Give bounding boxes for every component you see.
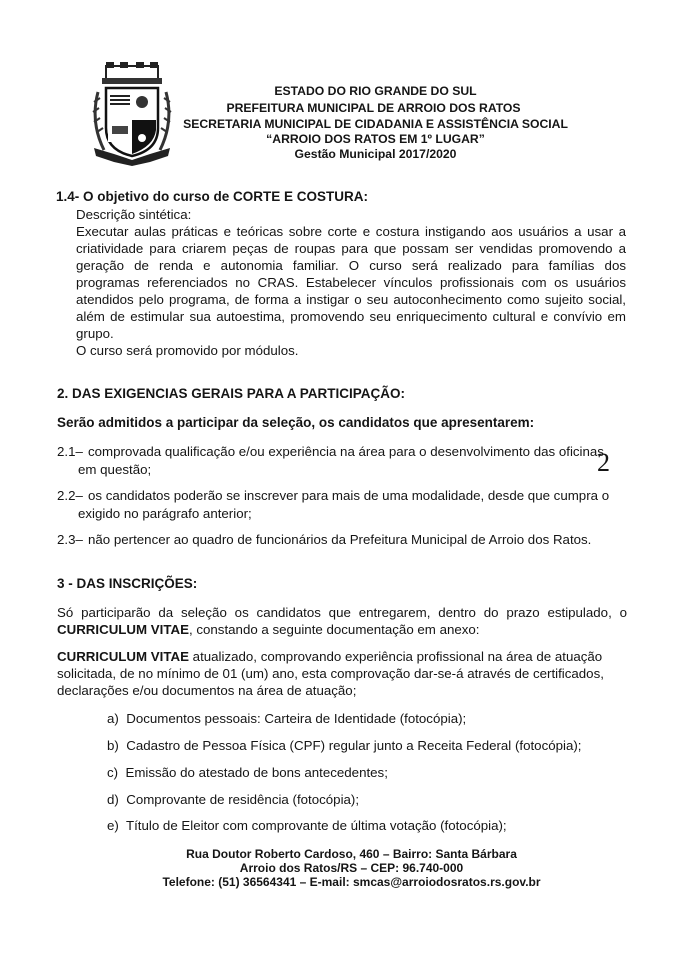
section-3-para1-line1: Só participarão da seleção os candidatos que entregarem, dentro do prazo estipulado, o xyxy=(57,605,627,620)
section-2-intro: Serão admitidos a participar da seleção, os candidatos que apresentarem: xyxy=(57,415,535,430)
para1-rest: , constando a seguinte documentação em anexo: xyxy=(188,622,480,637)
requirement-text: comprovada qualificação e/ou experiência na área para o desenvolvimento das oficinas xyxy=(88,444,604,459)
list-marker: a) xyxy=(107,711,119,726)
header-secretariat: SECRETARIA MUNICIPAL DE CIDADANIA E ASSISTÊNCIA SOCIAL xyxy=(183,117,568,131)
requirement-number: 2.3– xyxy=(57,532,83,547)
list-text: Comprovante de residência (fotocópia); xyxy=(126,792,360,807)
section-1-4-line: geração de renda e autonomia familiar. O curso será realizado para famílias dos xyxy=(76,258,626,273)
requirement-text: os candidatos poderão se inscrever para mais de uma modalidade, desde que cumpra o xyxy=(88,488,610,503)
section-2-title: 2. DAS EXIGENCIAS GERAIS PARA A PARTICIPAÇÃO: xyxy=(57,386,406,401)
footer-city: Arroio dos Ratos/RS – CEP: 96.740-000 xyxy=(239,861,464,875)
section-3-para2-line2: solicitada, de no mínimo de 01 (um) ano, esta comprovação dar-se-á através de certificados, xyxy=(57,666,604,681)
section-1-4-line: criatividade para criarem peças de roupas para que possam ser vendidas promovendo a xyxy=(76,241,626,256)
requirement-number: 2.2– xyxy=(57,488,83,503)
list-text: Emissão do atestado de bons antecedentes; xyxy=(125,765,388,780)
list-text: Documentos pessoais: Carteira de Identidade (fotocópia); xyxy=(126,711,467,726)
list-marker: d) xyxy=(107,792,119,807)
para2-rest: atualizado, comprovando experiência profissional na área de atuação xyxy=(188,649,603,664)
document-item xyxy=(107,817,507,834)
section-1-4-subtitle: Descrição sintética: xyxy=(76,207,192,222)
list-marker: b) xyxy=(107,738,119,753)
header-prefecture: PREFEITURA MUNICIPAL DE ARROIO DOS RATOS xyxy=(226,101,521,115)
header-slogan: “ARROIO DOS RATOS EM 1º LUGAR” xyxy=(266,132,485,146)
header-management: Gestão Municipal 2017/2020 xyxy=(294,147,457,161)
footer-contact: Telefone: (51) 36564341 – E-mail: smcas@arroiodosratos.rs.gov.br xyxy=(162,875,541,889)
requirement-text-cont: em questão; xyxy=(78,462,152,477)
section-1-4-line: atendidos pelo programa, de forma a instigar o seu autoconhecimento como sujeito social, xyxy=(76,292,626,307)
list-marker: c) xyxy=(107,765,119,780)
section-1-4-closing: O curso será promovido por módulos. xyxy=(76,343,299,358)
section-1-4-title: 1.4- O objetivo do curso de CORTE E COSTURA: xyxy=(56,189,369,204)
section-1-4-line: Executar aulas práticas e teóricas sobre corte e costura instigando aos usuários a usar a xyxy=(76,224,626,239)
curriculum-vitae-bold: CURRICULUM VITAE xyxy=(57,622,189,637)
section-3-para2-line1 xyxy=(57,648,602,665)
curriculum-vitae-bold: CURRICULUM VITAE xyxy=(57,649,189,664)
document-item xyxy=(107,737,581,754)
section-1-4-line: grupo. xyxy=(76,326,114,341)
list-text: Título de Eleitor com comprovante de última votação (fotocópia); xyxy=(125,818,507,833)
section-1-4-line: programas referenciados no CRAS. Estabelecer vínculos profissionais com os usuários xyxy=(76,275,626,290)
list-text: Cadastro de Pessoa Física (CPF) regular junto a Receita Federal (fotocópia); xyxy=(126,738,582,753)
footer-address: Rua Doutor Roberto Cardoso, 460 – Bairro: Santa Bárbara xyxy=(186,847,517,861)
requirement-number: 2.1– xyxy=(57,444,83,459)
section-3-para1-line2 xyxy=(57,621,480,638)
page-number: 2 xyxy=(597,448,610,477)
document-item xyxy=(107,710,466,727)
requirement-text-cont: exigido no parágrafo anterior; xyxy=(78,506,252,521)
requirement-text: não pertencer ao quadro de funcionários da Prefeitura Municipal de Arroio dos Ratos. xyxy=(88,532,592,547)
section-3-title: 3 - DAS INSCRIÇÕES: xyxy=(57,576,198,591)
list-marker: e) xyxy=(107,818,119,833)
section-3-para2-line3: declarações e/ou documentos na área de atuação; xyxy=(57,683,357,698)
document-item xyxy=(107,791,359,808)
header-state: ESTADO DO RIO GRANDE DO SUL xyxy=(274,84,477,98)
document-item xyxy=(107,764,388,781)
section-1-4-line: além de estimular sua autoestima, promovendo seu enriquecimento cultural e convívio em xyxy=(76,309,626,324)
